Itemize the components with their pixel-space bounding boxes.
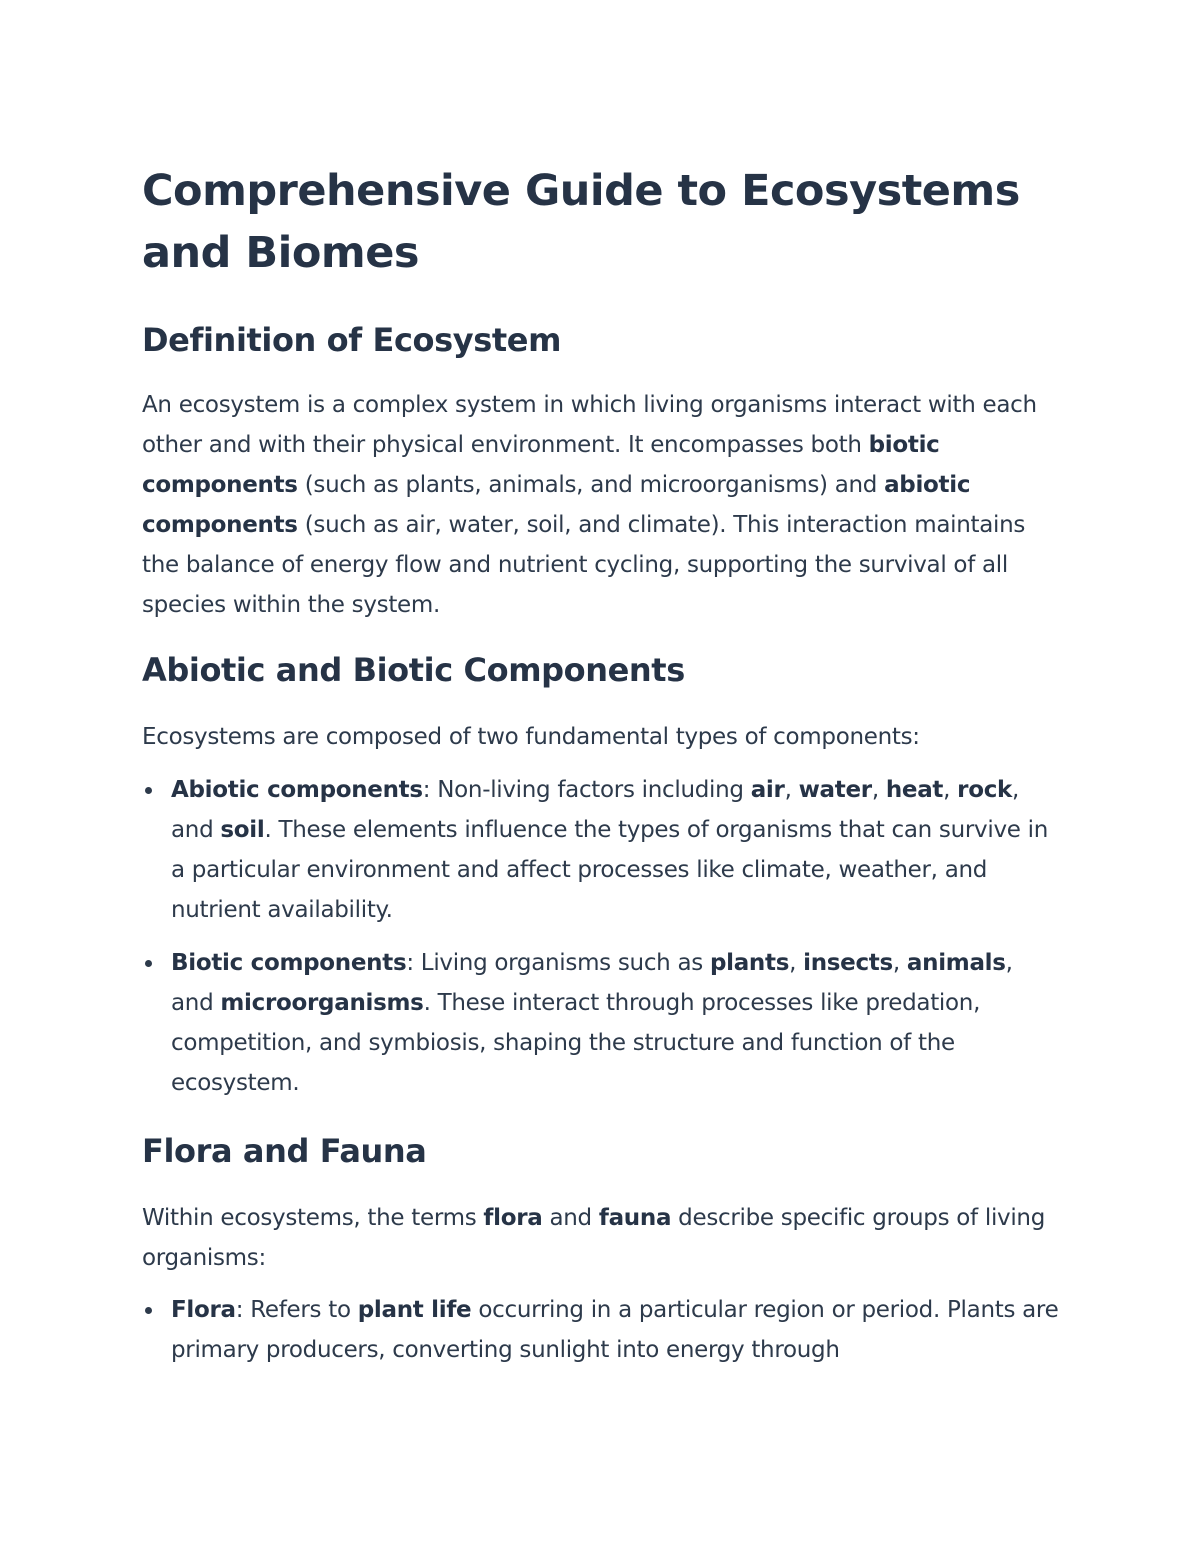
- list-item-abiotic: Abiotic components: Non-living factors including air, water, heat, rock, and soil. These elements influence the types of organisms that can survive in a particular environment and affect processes like climate, weather, and nutrient availability.: [142, 770, 1060, 930]
- components-list: [142, 770, 1060, 1103]
- list-item-biotic: Biotic components: Living organisms such as plants, insects, animals, and microorganisms. These interact through processes like predation, competition, and symbiosis, shaping the structure and function of the ecosystem.: [142, 943, 1060, 1103]
- section-heading-definition: Definition of Ecosystem: [142, 321, 562, 359]
- flora-fauna-intro: Within ecosystems, the terms flora and fauna describe specific groups of living organisms:: [142, 1205, 1046, 1271]
- section-heading-components: Abiotic and Biotic Components: [142, 651, 685, 689]
- section-heading-flora-fauna: Flora and Fauna: [142, 1132, 427, 1170]
- definition-paragraph: An ecosystem is a complex system in which living organisms interact with each other and with their physical environment. It encompasses both biotic components (such as plants, animals, and microorganisms) and abiotic components (such as air, water, soil, and climate). This interaction maintains the balance of energy flow and nutrient cycling, supporting the survival of all species within the system.: [142, 392, 1037, 618]
- list-item-flora: Flora: Refers to plant life occurring in a particular region or period. Plants are primary producers, converting sunlight into energy through: [142, 1290, 1060, 1370]
- document-title: Comprehensive Guide to Ecosystems and Biomes: [142, 166, 1020, 278]
- components-intro: Ecosystems are composed of two fundamental types of components:: [142, 724, 920, 750]
- flora-fauna-list: [142, 1290, 1060, 1370]
